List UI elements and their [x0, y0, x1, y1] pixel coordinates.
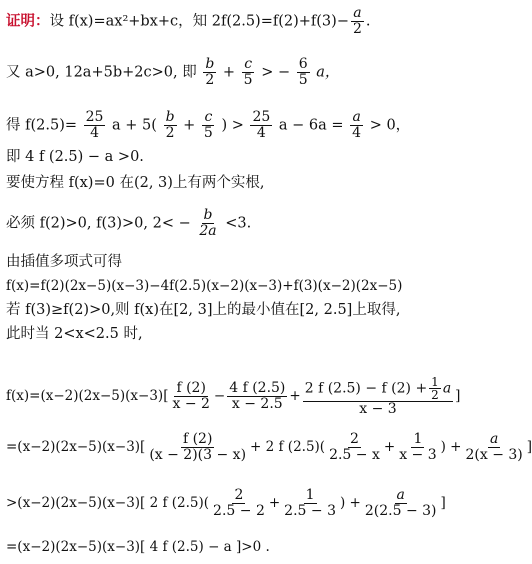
fraction: $\frac{c}{5}$ [203, 109, 213, 141]
fraction: $\frac{f (2)}{x - 2}$ [172, 380, 210, 412]
fraction: $\frac{2}{2.5 - 2}$ [213, 487, 265, 519]
line-4: 即 4 f (2.5) − a >0. [6, 149, 144, 165]
fraction: $\frac{1}{2.5 - 3}$ [284, 487, 336, 519]
fraction: $\frac{b}{2a}$ [199, 207, 217, 239]
line-11: f(x)=(x−2)(2x−5)(x−3)[ $\frac{f (2)}{x - 2}$ − $\frac{4 f (2.5)}{x - 2.5}$ + 2 f (2.5) − f (2) + $\frac{1}{2}$ a x − 3 ] [6, 375, 461, 417]
line-2: 又 a>0, 12a+5b+2c>0, 即 $\frac{b}{2}$ + $\frac{c}{5}$ > − $\frac{6}{5}$ a， [6, 56, 340, 88]
line-8: f(x)=f(2)(2x−5)(x−3)−4f(2.5)(x−2)(x−3)+f(3)(x−2)(2x−5) [6, 278, 403, 294]
fraction: $\frac{c}{5}$ [243, 56, 253, 88]
proof-label: 证明： [6, 12, 50, 30]
fraction: $\frac{b}{2}$ [165, 109, 175, 141]
fraction: $\frac{25}{4}$ [252, 109, 271, 141]
line-5: 要使方程 f(x)=0 在(2, 3)上有两个实根, [6, 175, 265, 191]
fraction: $\frac{6}{5}$ [298, 56, 308, 88]
line-1: 证明：设 f(x)=ax²+bx+c，知 2f(2.5)=f(2)+f(3)− $\frac{a}{2}$ . [6, 5, 371, 37]
fraction: $\frac{a}{2(x - 3)}$ [465, 431, 523, 463]
line-10: 此时当 2<x<2.5 时, [6, 326, 143, 342]
fraction: $\frac{b}{2}$ [205, 56, 215, 88]
fraction: $\frac{1}{x - 3}$ [399, 431, 437, 463]
line-1-text: 设 f(x)=ax²+bx+c，知 2f(2.5)=f(2)+f(3)− [49, 13, 349, 30]
fraction: $\frac{4 f (2.5)}{x - 2.5}$ [229, 380, 286, 412]
line-13: >(x−2)(2x−5)(x−3)[ 2 f (2.5)( $\frac{2}{2.5 - 2}$ + $\frac{1}{2.5 - 3}$ ) + $\frac{a}{2(2.5 - 3)}$ ] [6, 487, 446, 519]
line-12: =(x−2)(2x−5)(x−3)[ $\frac{f (2)}{(x - 2)(3 - x)}$ + 2 f (2.5)( $\frac{2}{2.5 - x}$ + $\frac{1}{x - 3}$ ) + $\frac{a}{2(x - 3)}$ ] [6, 431, 532, 463]
line-9: 若 f(3)≥f(2)>0,则 f(x)在[2, 3]上的最小值在[2, 2.5]上取得, [6, 302, 401, 318]
fraction: $\frac{a}{4}$ [352, 109, 362, 141]
fraction: 2 f (2.5) − f (2) + $\frac{1}{2}$ a x − 3 [304, 375, 452, 417]
line-6: 必须 f(2)>0, f(3)>0, 2< − $\frac{b}{2a}$ <3. [6, 207, 252, 239]
fraction: $\frac{a}{2(2.5 - 3)}$ [364, 487, 437, 519]
fraction: $\frac{a}{2}$ [352, 5, 362, 37]
fraction: $\frac{f (2)}{(x - 2)(3 - x)}$ [149, 431, 247, 463]
fraction: $\frac{1}{2}$ [431, 375, 439, 402]
line-3: 得 f(2.5)= $\frac{25}{4}$ a + 5( $\frac{b}{2}$ + $\frac{c}{5}$ ) > $\frac{25}{4}$ a − 6a = $\frac{a}{4}$ > 0， [6, 109, 411, 141]
fraction: $\frac{2}{2.5 - x}$ [329, 431, 380, 463]
line-14: =(x−2)(2x−5)(x−3)[ 4 f (2.5) − a ]>0 . [6, 539, 270, 555]
line-7: 由插值多项式可得 [6, 254, 122, 270]
fraction: $\frac{25}{4}$ [85, 109, 104, 141]
